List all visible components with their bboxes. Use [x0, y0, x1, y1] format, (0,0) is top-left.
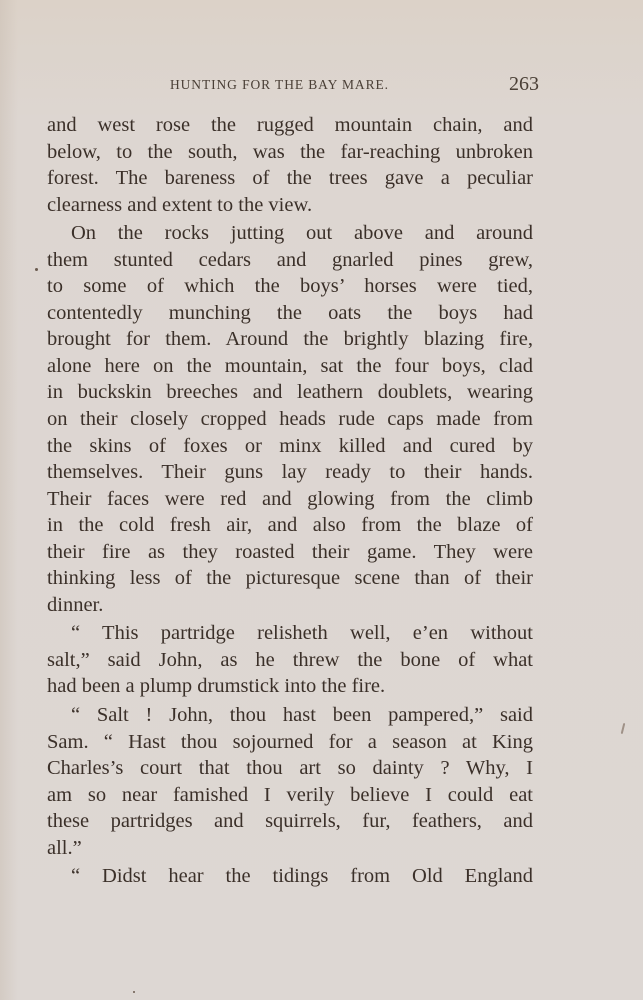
paragraph-start-line: “ This partridge relisheth well, e’en without [71, 622, 533, 645]
running-head: HUNTING FOR THE BAY MARE. [170, 77, 389, 92]
page-number: 263 [509, 73, 539, 95]
text-line: all.” [47, 836, 82, 859]
text-line: them stunted cedars and gnarled pines grew, [47, 248, 533, 271]
text-line: had been a plump drumstick into the fire. [47, 675, 386, 698]
paragraph-start-line: “ Didst hear the tidings from Old England [71, 865, 533, 888]
text-line: in buckskin breeches and leathern doublets, wearing [47, 381, 533, 404]
text-line: thinking less of the picturesque scene than of their [47, 567, 533, 590]
text-line: dinner. [47, 593, 104, 616]
text-line: brought for them. Around the brightly blazing fire, [47, 328, 533, 351]
text-line: on their closely cropped heads rude caps made from [47, 408, 533, 431]
body-text [47, 112, 533, 890]
text-line: to some of which the boys’ horses were tied, [47, 275, 533, 298]
text-line: am so near famished I verily believe I could eat [47, 783, 533, 806]
text-line: their fire as they roasted their game. They were [47, 540, 533, 563]
text-line: contentedly munching the oats the boys had [47, 301, 533, 324]
paragraph-start-line: “ Salt ! John, thou hast been pampered,” said [71, 704, 533, 727]
ink-speck [133, 991, 135, 993]
text-line: the skins of foxes or minx killed and cured by [47, 434, 533, 457]
text-line: themselves. Their guns lay ready to their hands. [47, 461, 533, 484]
ink-speck [35, 268, 38, 271]
text-line: below, to the south, was the far-reaching unbroken [47, 140, 533, 163]
text-line: these partridges and squirrels, fur, feathers, and [47, 810, 533, 833]
text-line: salt,” said John, as he threw the bone of what [47, 648, 533, 671]
text-line: and west rose the rugged mountain chain, and [47, 114, 533, 136]
paragraph-start-line: On the rocks jutting out above and around [71, 222, 533, 245]
margin-mark [621, 723, 626, 734]
text-line: clearness and extent to the view. [47, 193, 313, 216]
text-line: alone here on the mountain, sat the four boys, clad [47, 354, 533, 377]
text-line: Sam. “ Hast thou sojourned for a season at King [47, 730, 533, 753]
text-line: forest. The bareness of the trees gave a peculiar [47, 167, 533, 190]
text-line: in the cold fresh air, and also from the blaze of [47, 514, 533, 537]
text-line: Their faces were red and glowing from the climb [47, 487, 533, 510]
text-line: Charles’s court that thou art so dainty ? Why, I [47, 757, 533, 780]
